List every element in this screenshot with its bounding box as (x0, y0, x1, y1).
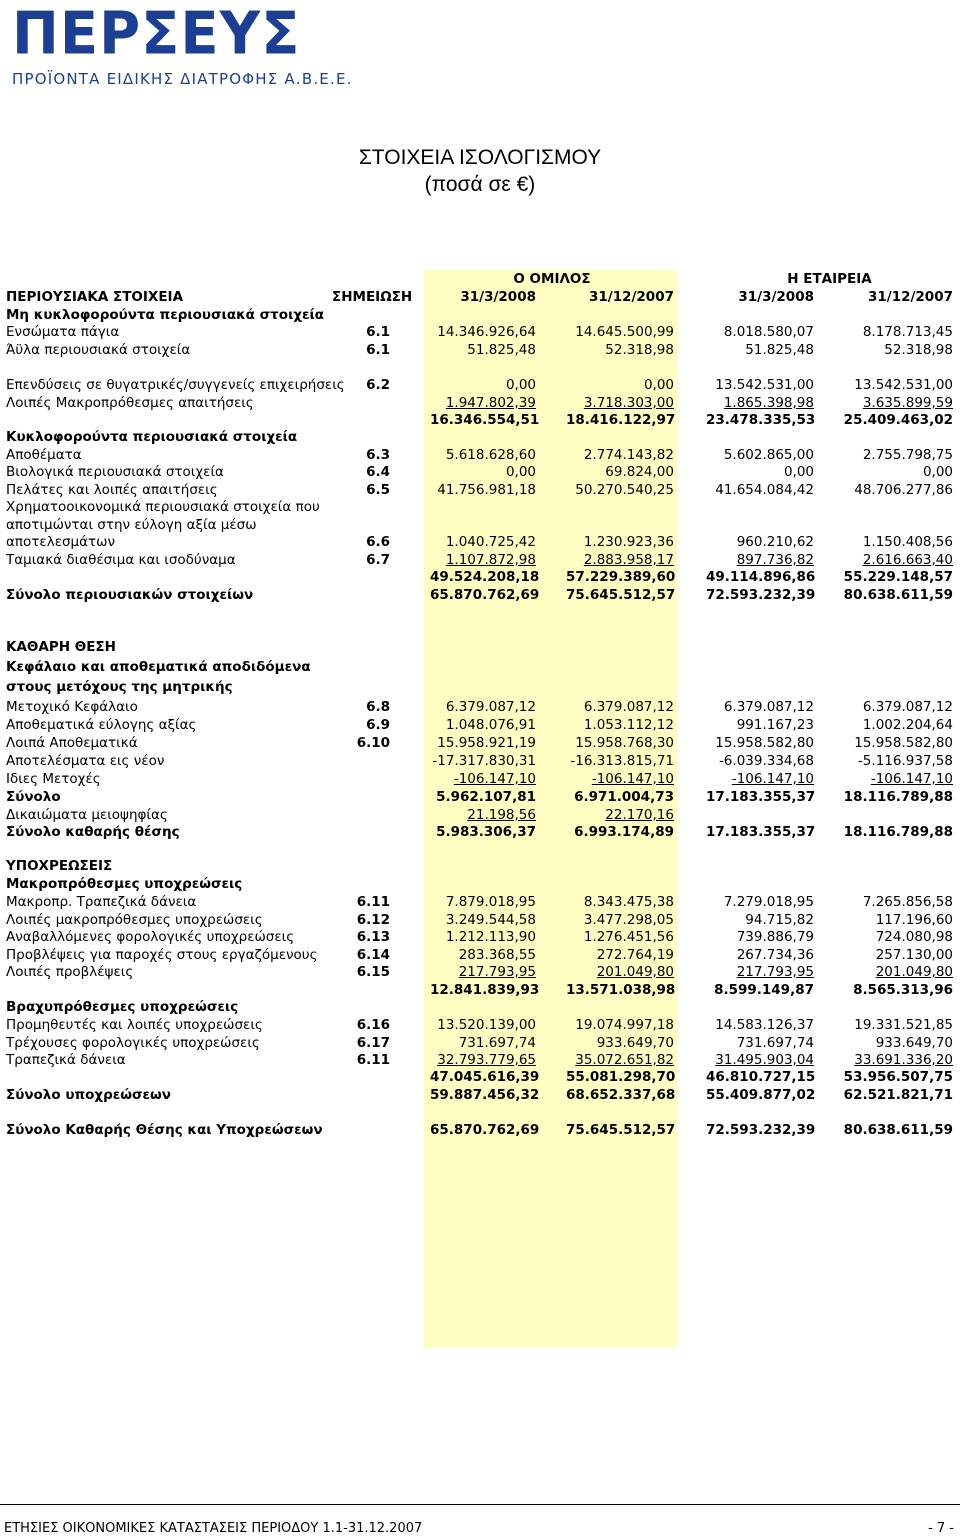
table-row (0, 928, 960, 946)
table-row (0, 752, 960, 770)
row-value-4: 7.265.856,58 (862, 894, 953, 910)
row-value-2: 35.072.651,82 (575, 1052, 674, 1068)
table-row (0, 1016, 960, 1034)
row-value-3: 13.542.531,00 (715, 377, 814, 393)
header-company: Η ΕΤΑΙΡΕΙΑ (787, 271, 872, 287)
row-value-4: 48.706.277,86 (854, 482, 953, 498)
row-value-2: 19.074.997,18 (575, 1017, 674, 1033)
row-value-1: 1.947.802,39 (445, 395, 536, 411)
table-row (0, 1034, 960, 1052)
row-value-2: 52.318,98 (605, 342, 674, 358)
row-value-4: 6.379.087,12 (862, 699, 953, 715)
row-label: Ταμιακά διαθέσιμα και ισοδύναμα (6, 552, 236, 568)
row-value-4: 13.542.531,00 (854, 377, 953, 393)
header-row-entities (0, 270, 960, 288)
row-note: 6.11 (356, 894, 390, 910)
table-row (0, 981, 960, 999)
row-value-3: -106.147,10 (731, 771, 814, 787)
row-label: ΚΑΘΑΡΗ ΘΕΣΗ (6, 639, 116, 655)
row-label: Μακροπρόθεσμες υποχρεώσεις (6, 876, 243, 892)
header-col4: 31/12/2007 (867, 289, 953, 305)
row-value-3: 55.409.877,02 (706, 1087, 816, 1103)
row-value-1: 731.697,74 (458, 1035, 536, 1051)
row-label: Μακροπρ. Τραπεζικά δάνεια (6, 894, 197, 910)
row-note: 6.1 (366, 324, 390, 340)
header-section: ΠΕΡΙΟΥΣΙΑΚΑ ΣΤΟΙΧΕΙΑ (6, 289, 184, 305)
table-row (0, 658, 960, 676)
row-label: Ιδιες Μετοχές (6, 771, 101, 787)
row-label: Σύνολο (6, 789, 61, 805)
row-value-2: 1.276.451,56 (583, 929, 674, 945)
row-value-1: 217.793,95 (458, 964, 536, 980)
row-value-1: 12.841.839,93 (430, 982, 540, 998)
row-value-1: 3.249.544,58 (445, 912, 536, 928)
row-value-1: 7.879.018,95 (445, 894, 536, 910)
header-row-dates (0, 288, 960, 306)
row-value-3: 0,00 (783, 464, 814, 480)
row-value-3: 94.715,82 (745, 912, 814, 928)
row-value-3: 1.865.398,98 (723, 395, 814, 411)
row-value-4: 2.616.663,40 (862, 552, 953, 568)
row-label: Βιολογικά περιουσιακά στοιχεία (6, 464, 224, 480)
row-note: 6.7 (366, 552, 390, 568)
row-label: Προμηθευτές και λοιπές υποχρεώσεις (6, 1017, 263, 1033)
row-value-4: 257.130,00 (875, 947, 953, 963)
row-value-1: 0,00 (505, 377, 536, 393)
row-label: Άϋλα περιουσιακά στοιχεία (6, 342, 191, 358)
table-row (0, 911, 960, 929)
logo-subtitle: ΠΡΟΪΟΝΤΑ ΕΙΔΙΚΗΣ ΔΙΑΤΡΟΦΗΣ Α.Β.Ε.Ε. (12, 70, 353, 88)
row-label: Δικαιώματα μειοψηφίας (6, 807, 168, 823)
table-row (0, 1051, 960, 1069)
row-value-1: 65.870.762,69 (430, 1122, 540, 1138)
row-value-1: -17.317.830,31 (432, 753, 536, 769)
row-label: Χρηματοοικονομικά περιουσιακά στοιχεία που (6, 499, 320, 515)
row-value-3: 72.593.232,39 (706, 1122, 816, 1138)
row-label: Επενδύσεις σε θυγατρικές/συγγενείς επιχειρήσεις (6, 377, 345, 393)
row-value-2: 55.081.298,70 (566, 1069, 676, 1085)
row-note: 6.17 (356, 1035, 390, 1051)
table-row (0, 1086, 960, 1104)
row-value-2: 2.883.958,17 (583, 552, 674, 568)
row-label: Τραπεζικά δάνεια (6, 1052, 126, 1068)
row-value-4: 8.565.313,96 (853, 982, 953, 998)
row-value-1: 1.107.872,98 (445, 552, 536, 568)
row-label: Πελάτες και λοιπές απαιτήσεις (6, 482, 218, 498)
row-value-2: 933.649,70 (596, 1035, 674, 1051)
table-row (0, 698, 960, 716)
row-value-4: 933.649,70 (875, 1035, 953, 1051)
row-value-3: 897.736,82 (736, 552, 814, 568)
row-label: Βραχυπρόθεσμες υποχρεώσεις (6, 999, 239, 1015)
row-value-4: 80.638.611,59 (843, 1122, 953, 1138)
table-row (0, 1121, 960, 1139)
row-value-4: 1.150.408,56 (862, 534, 953, 550)
row-value-1: 1.040.725,42 (445, 534, 536, 550)
row-value-1: 5.962.107,81 (436, 789, 536, 805)
row-note: 6.2 (366, 377, 390, 393)
table-row (0, 734, 960, 752)
table-row (0, 716, 960, 734)
row-value-2: 69.824,00 (605, 464, 674, 480)
row-label: Προβλέψεις για παροχές στους εργαζόμενους (6, 947, 318, 963)
table-row (0, 963, 960, 981)
row-label: αποτελεσμάτων (6, 534, 116, 550)
row-label: στους μετόχους της μητρικής (6, 679, 233, 695)
row-value-3: 49.114.896,86 (706, 569, 816, 585)
row-value-4: 18.116.789,88 (843, 789, 953, 805)
row-value-4: 19.331.521,85 (854, 1017, 953, 1033)
row-note: 6.6 (366, 534, 390, 550)
row-label: Σύνολο υποχρεώσεων (6, 1087, 171, 1103)
row-value-3: -6.039.334,68 (718, 753, 814, 769)
page-number: - 7 - (928, 1521, 954, 1536)
table-row (0, 516, 960, 534)
row-value-3: 8.018.580,07 (723, 324, 814, 340)
row-value-2: 8.343.475,38 (583, 894, 674, 910)
table-row (0, 770, 960, 788)
row-value-4: 33.691.336,20 (854, 1052, 953, 1068)
row-note: 6.12 (356, 912, 390, 928)
row-label: Μετοχικό Κεφάλαιο (6, 699, 138, 715)
row-note: 6.4 (366, 464, 390, 480)
table-row (0, 998, 960, 1016)
row-note: 6.13 (356, 929, 390, 945)
row-value-4: 3.635.899,59 (862, 395, 953, 411)
row-value-2: 14.645.500,99 (575, 324, 674, 340)
row-value-1: 51.825,48 (467, 342, 536, 358)
row-value-3: 731.697,74 (736, 1035, 814, 1051)
row-value-1: 283.368,55 (458, 947, 536, 963)
row-value-4: 80.638.611,59 (843, 587, 953, 603)
row-label: Αποτελέσματα εις νέον (6, 753, 165, 769)
table-row (0, 788, 960, 806)
row-value-4: 724.080,98 (875, 929, 953, 945)
row-value-3: 23.478.335,53 (706, 412, 816, 428)
row-note: 6.11 (356, 1052, 390, 1068)
table-row (0, 823, 960, 841)
row-value-2: -106.147,10 (591, 771, 674, 787)
row-value-4: 201.049,80 (875, 964, 953, 980)
row-value-1: 13.520.139,00 (437, 1017, 536, 1033)
table-row (0, 481, 960, 499)
company-logo (6, 0, 353, 96)
table-row (0, 568, 960, 586)
row-label: Σύνολο καθαρής θέσης (6, 824, 180, 840)
row-value-4: 1.002.204,64 (862, 717, 953, 733)
row-value-1: 15.958.921,19 (437, 735, 536, 751)
row-label: Κυκλοφορούντα περιουσιακά στοιχεία (6, 429, 298, 445)
row-value-2: 50.270.540,25 (575, 482, 674, 498)
row-value-3: 739.886,79 (736, 929, 814, 945)
row-value-1: 1.212.113,90 (445, 929, 536, 945)
header-notes: ΣΗΜΕΙΩΣΗ (332, 289, 413, 305)
row-note: 6.1 (366, 342, 390, 358)
table-row (0, 498, 960, 516)
row-value-4: 52.318,98 (884, 342, 953, 358)
row-value-1: 32.793.779,65 (437, 1052, 536, 1068)
table-row (0, 638, 960, 656)
table-row (0, 463, 960, 481)
row-value-4: 18.116.789,88 (843, 824, 953, 840)
row-value-1: 47.045.616,39 (430, 1069, 540, 1085)
row-value-2: -16.313.815,71 (570, 753, 674, 769)
row-note: 6.9 (366, 717, 390, 733)
row-value-3: 51.825,48 (745, 342, 814, 358)
table-row (0, 946, 960, 964)
row-value-2: 22.170,16 (605, 807, 674, 823)
row-value-4: 55.229.148,57 (843, 569, 953, 585)
row-value-1: 59.887.456,32 (430, 1087, 540, 1103)
table-row (0, 857, 960, 875)
row-value-2: 3.477.298,05 (583, 912, 674, 928)
row-value-3: 31.495.903,04 (715, 1052, 814, 1068)
row-value-2: 272.764,19 (596, 947, 674, 963)
row-label: Λοιπές μακροπρόθεσμες υποχρεώσεις (6, 912, 263, 928)
row-value-3: 17.183.355,37 (706, 789, 816, 805)
row-value-1: 21.198,56 (467, 807, 536, 823)
row-value-3: 960.210,62 (736, 534, 814, 550)
table-row (0, 411, 960, 429)
row-label: Κεφάλαιο και αποθεματικά αποδιδόμενα (6, 659, 311, 675)
header-col2: 31/12/2007 (588, 289, 674, 305)
table-row (0, 428, 960, 446)
row-note: 6.8 (366, 699, 390, 715)
row-value-4: 62.521.821,71 (843, 1087, 953, 1103)
row-value-3: 991.167,23 (736, 717, 814, 733)
row-value-1: 49.524.208,18 (430, 569, 540, 585)
row-label: Λοιπά Αποθεματικά (6, 735, 138, 751)
row-note: 6.15 (356, 964, 390, 980)
row-value-2: 75.645.512,57 (566, 587, 676, 603)
row-value-4: 117.196,60 (875, 912, 953, 928)
row-value-4: 8.178.713,45 (862, 324, 953, 340)
row-label: Ενσώματα πάγια (6, 324, 120, 340)
row-value-2: 6.993.174,89 (574, 824, 674, 840)
row-value-1: -106.147,10 (453, 771, 536, 787)
row-value-1: 65.870.762,69 (430, 587, 540, 603)
table-row (0, 893, 960, 911)
row-note: 6.14 (356, 947, 390, 963)
row-value-2: 201.049,80 (596, 964, 674, 980)
table-row (0, 341, 960, 359)
row-value-2: 68.652.337,68 (566, 1087, 676, 1103)
row-value-4: 15.958.582,80 (854, 735, 953, 751)
row-value-4: 53.956.507,75 (843, 1069, 953, 1085)
row-label: Τρέχουσες φορολογικές υποχρεώσεις (6, 1035, 260, 1051)
row-value-2: 13.571.038,98 (566, 982, 676, 998)
row-label: Μη κυκλοφορούντα περιουσιακά στοιχεία (6, 307, 325, 323)
page-footer (0, 1504, 960, 1539)
row-value-2: 75.645.512,57 (566, 1122, 676, 1138)
document-title: ΣΤΟΙΧΕΙΑ ΙΣΟΛΟΓΙΣΜΟΥ (358, 146, 602, 169)
table-row (0, 551, 960, 569)
row-label: Λοιπές Μακροπρόθεσμες απαιτήσεις (6, 395, 254, 411)
table-row (0, 306, 960, 324)
row-value-2: 0,00 (643, 377, 674, 393)
row-value-1: 0,00 (505, 464, 536, 480)
row-value-4: -5.116.937,58 (857, 753, 953, 769)
row-value-4: 0,00 (922, 464, 953, 480)
row-value-1: 14.346.926,64 (437, 324, 536, 340)
table-row (0, 446, 960, 464)
header-col1: 31/3/2008 (460, 289, 536, 305)
footer-title: ΕΤΗΣΙΕΣ ΟΙΚΟΝΟΜΙΚΕΣ ΚΑΤΑΣΤΑΣΕΙΣ ΠΕΡΙΟΔΟΥ 1.1-31.12.2007 (4, 1521, 423, 1536)
row-value-4: -106.147,10 (870, 771, 953, 787)
row-value-3: 41.654.084,42 (715, 482, 814, 498)
row-value-3: 267.734,36 (736, 947, 814, 963)
row-value-2: 1.053.112,12 (583, 717, 674, 733)
row-value-2: 1.230.923,36 (583, 534, 674, 550)
row-value-3: 72.593.232,39 (706, 587, 816, 603)
row-value-2: 3.718.303,00 (583, 395, 674, 411)
table-row (0, 678, 960, 696)
row-value-2: 6.971.004,73 (574, 789, 674, 805)
row-value-2: 57.229.389,60 (566, 569, 676, 585)
logo-wordmark: ΠΕΡΣΕΥΣ (12, 0, 301, 69)
table-row (0, 533, 960, 551)
row-value-3: 17.183.355,37 (706, 824, 816, 840)
row-value-3: 15.958.582,80 (715, 735, 814, 751)
row-value-2: 2.774.143,82 (583, 447, 674, 463)
table-row (0, 1068, 960, 1086)
row-value-3: 5.602.865,00 (723, 447, 814, 463)
table-row (0, 586, 960, 604)
row-value-4: 2.755.798,75 (862, 447, 953, 463)
row-value-1: 16.346.554,51 (430, 412, 540, 428)
row-note: 6.10 (356, 735, 390, 751)
row-value-2: 6.379.087,12 (583, 699, 674, 715)
table-row (0, 376, 960, 394)
row-label: Σύνολο Καθαρής Θέσης και Υποχρεώσεων (6, 1122, 323, 1138)
table-row (0, 394, 960, 412)
row-value-3: 46.810.727,15 (706, 1069, 816, 1085)
row-value-1: 41.756.981,18 (437, 482, 536, 498)
row-value-2: 15.958.768,30 (575, 735, 674, 751)
row-value-3: 14.583.126,37 (715, 1017, 814, 1033)
row-label: Σύνολο περιουσιακών στοιχείων (6, 587, 254, 603)
table-row (0, 323, 960, 341)
row-note: 6.16 (356, 1017, 390, 1033)
row-label: Λοιπές προβλέψεις (6, 964, 134, 980)
table-row (0, 875, 960, 893)
table-row (0, 806, 960, 824)
row-value-1: 5.618.628,60 (445, 447, 536, 463)
row-value-1: 1.048.076,91 (445, 717, 536, 733)
row-note: 6.5 (366, 482, 390, 498)
row-value-3: 7.279.018,95 (723, 894, 814, 910)
header-group: Ο ΟΜΙΛΟΣ (513, 271, 591, 287)
document-subtitle: (ποσά σε €) (424, 173, 536, 196)
row-value-2: 18.416.122,97 (566, 412, 676, 428)
row-note: 6.3 (366, 447, 390, 463)
row-label: αποτιμώνται στην εύλογη αξία μέσω (6, 517, 257, 533)
row-value-3: 8.599.149,87 (714, 982, 814, 998)
row-label: Αναβαλλόμενες φορολογικές υποχρεώσεις (6, 929, 295, 945)
row-value-3: 217.793,95 (736, 964, 814, 980)
row-value-1: 6.379.087,12 (445, 699, 536, 715)
row-label: ΥΠΟΧΡΕΩΣΕΙΣ (6, 858, 113, 874)
row-value-4: 25.409.463,02 (843, 412, 953, 428)
row-label: Αποθέματα (6, 447, 82, 463)
header-col3: 31/3/2008 (738, 289, 814, 305)
row-label: Αποθεματικά εύλογης αξίας (6, 717, 197, 733)
row-value-3: 6.379.087,12 (723, 699, 814, 715)
row-value-1: 5.983.306,37 (436, 824, 536, 840)
